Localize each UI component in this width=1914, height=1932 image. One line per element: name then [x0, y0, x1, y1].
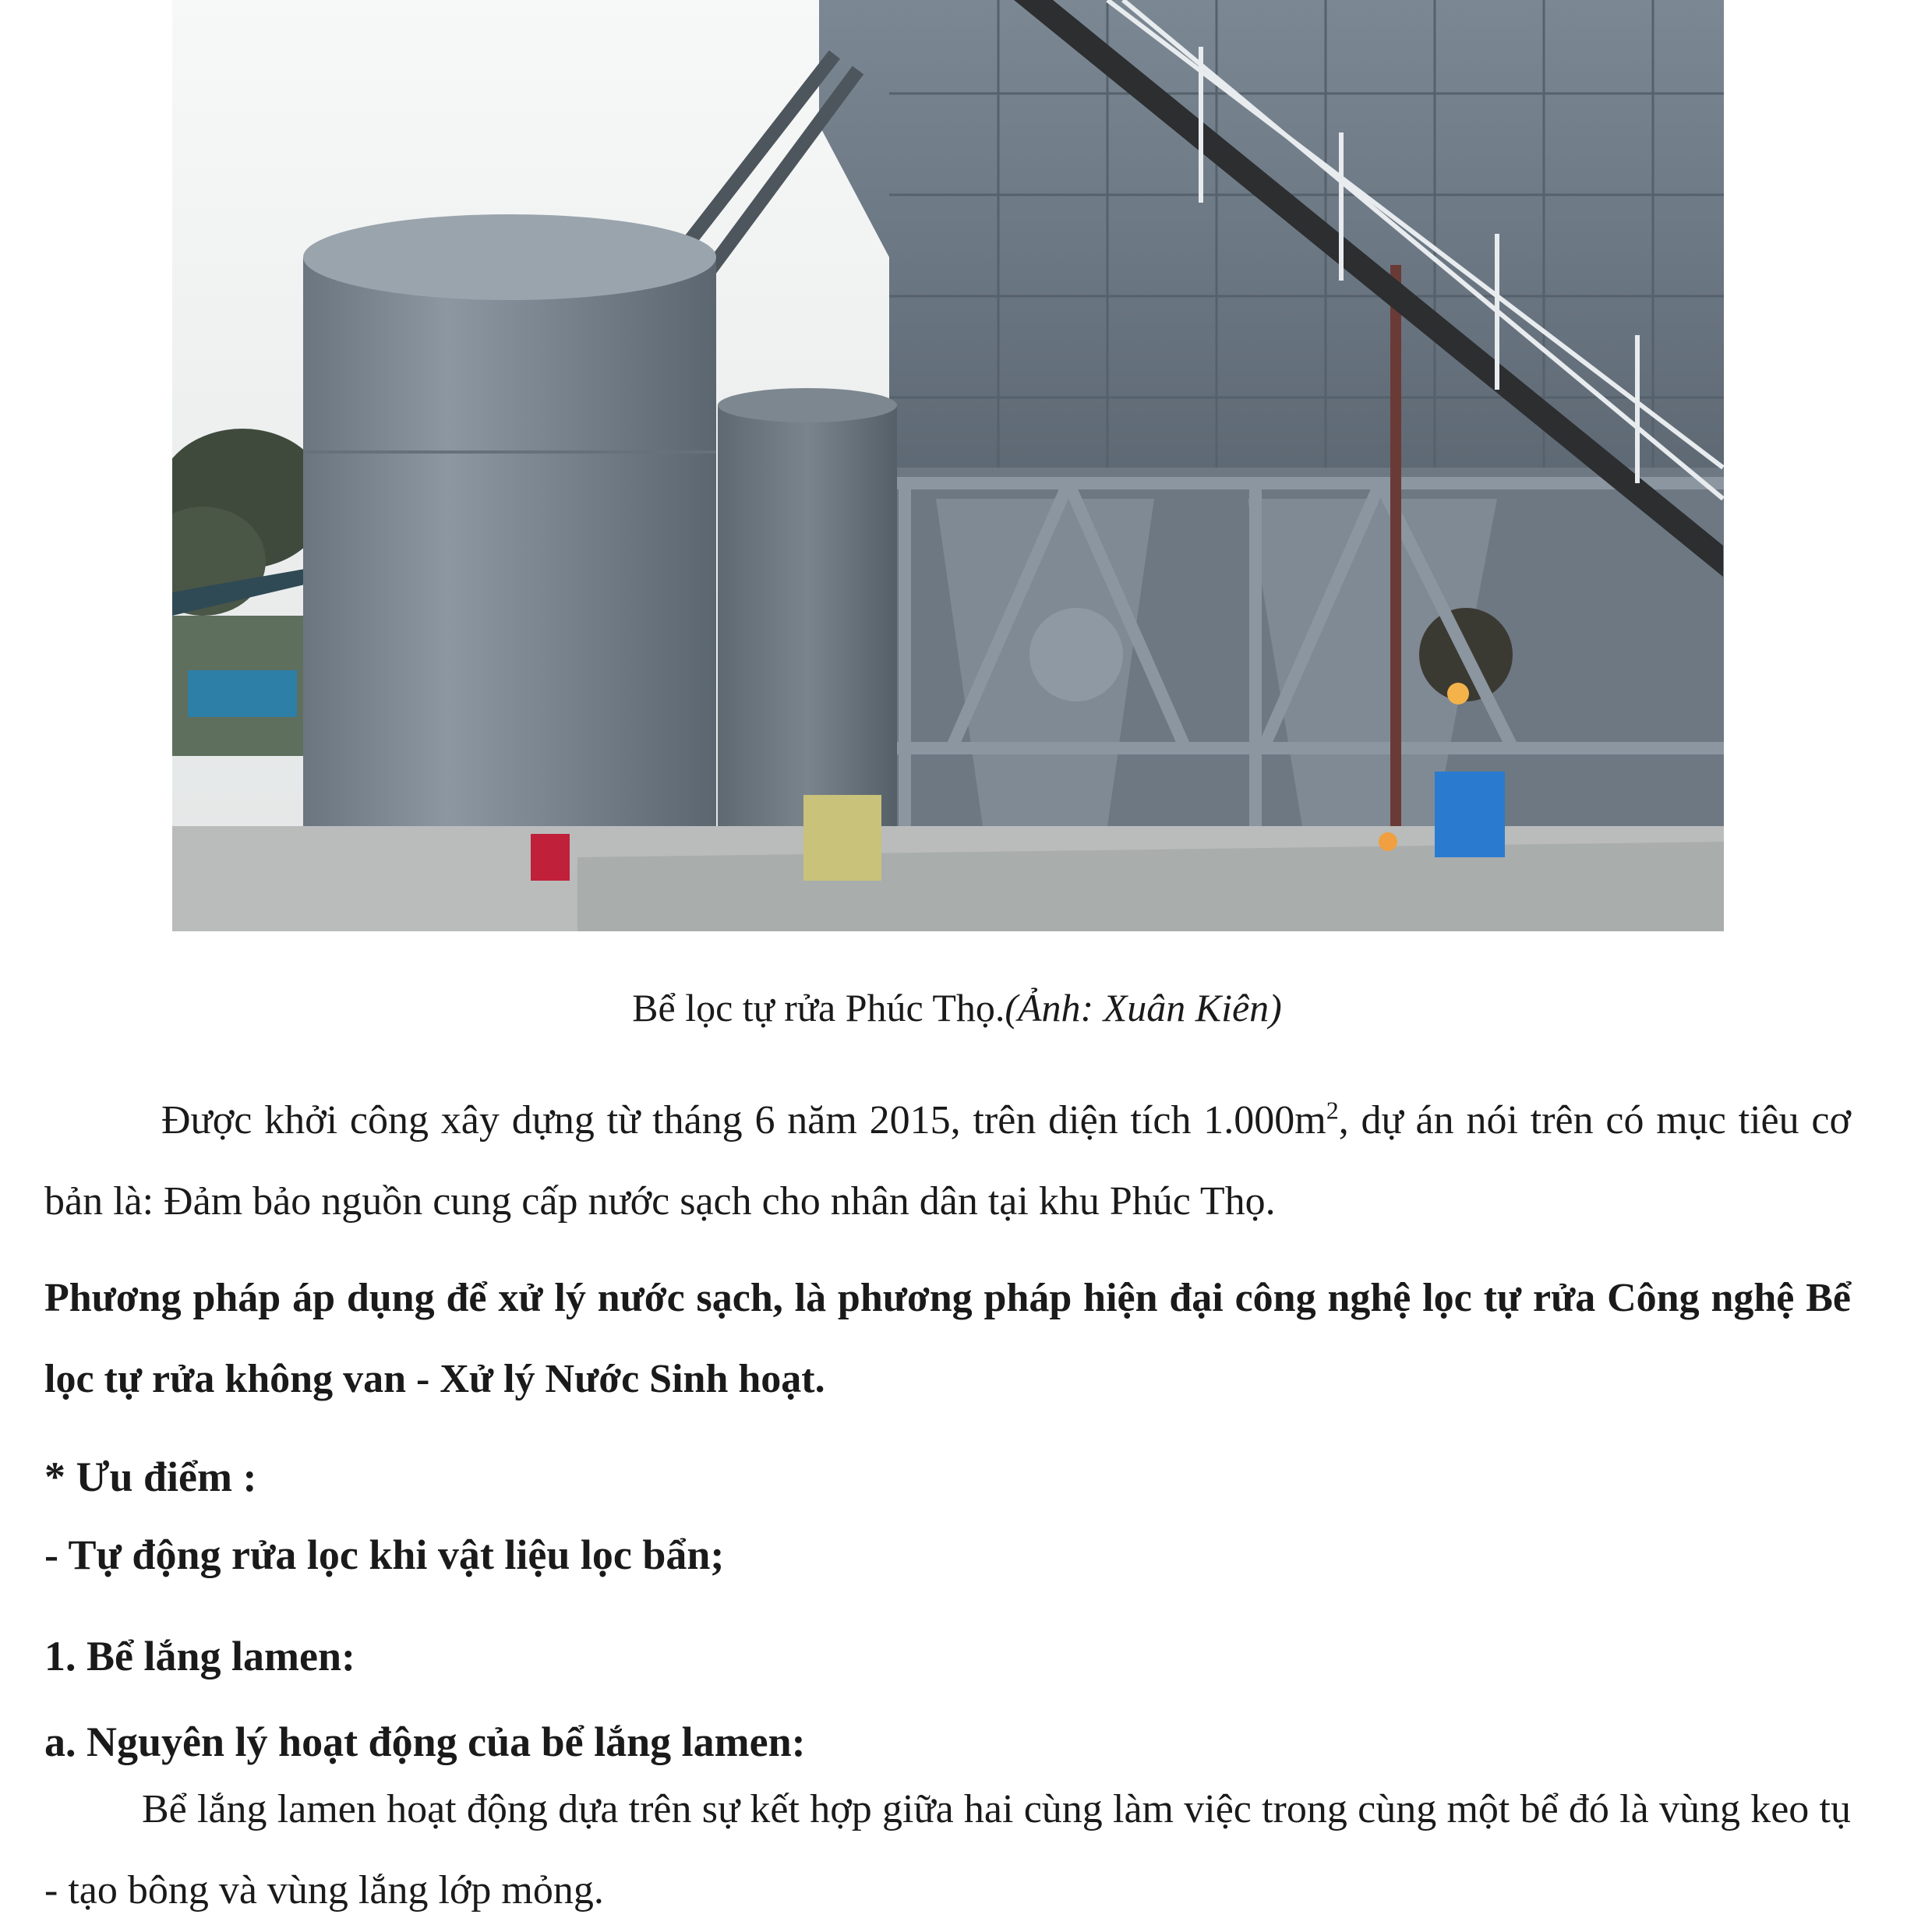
caption-text: Bể lọc tự rửa Phúc Thọ. — [632, 986, 1005, 1030]
advantages-heading: * Ưu điểm : — [44, 1453, 257, 1500]
photo-icon — [172, 0, 1724, 931]
intro-text-start: Được khởi công xây dựng từ tháng 6 năm 2015, trên diện tích 1.000m — [161, 1098, 1326, 1143]
section-heading-1: 1. Bể lắng lamen: — [44, 1633, 355, 1679]
method-paragraph: Phương pháp áp dụng để xử lý nước sạch, là phương pháp hiện đại công nghệ lọc tự rửa Công nghệ Bể lọc tự rửa không van - Xử lý Nước Sinh hoạt. — [44, 1276, 1851, 1401]
lamella-paragraph: Bể lắng lamen hoạt động dựa trên sự kết hợp giữa hai cùng làm việc trong cùng một bể đó là vùng keo tụ - tạo bông và vùng lắng lớp mỏng. — [44, 1787, 1851, 1913]
superscript: 2 — [1326, 1096, 1339, 1125]
intro-text-end: , dự án nói trên có mục tiêu cơ bản là: Đảm bảo nguồn cung cấp nước sạch cho nhân dân tại khu Phúc Thọ. — [44, 1098, 1851, 1224]
photo-caption — [0, 980, 1914, 1035]
plant-photo — [172, 0, 1724, 931]
advantage-item: - Tự động rửa lọc khi vật liệu lọc bẩn; — [44, 1531, 725, 1578]
section-heading-1a: a. Nguyên lý hoạt động của bể lắng lamen: — [44, 1718, 806, 1765]
intro-paragraph — [44, 1080, 1851, 1242]
caption-credit: (Ảnh: Xuân Kiên) — [1005, 986, 1282, 1030]
